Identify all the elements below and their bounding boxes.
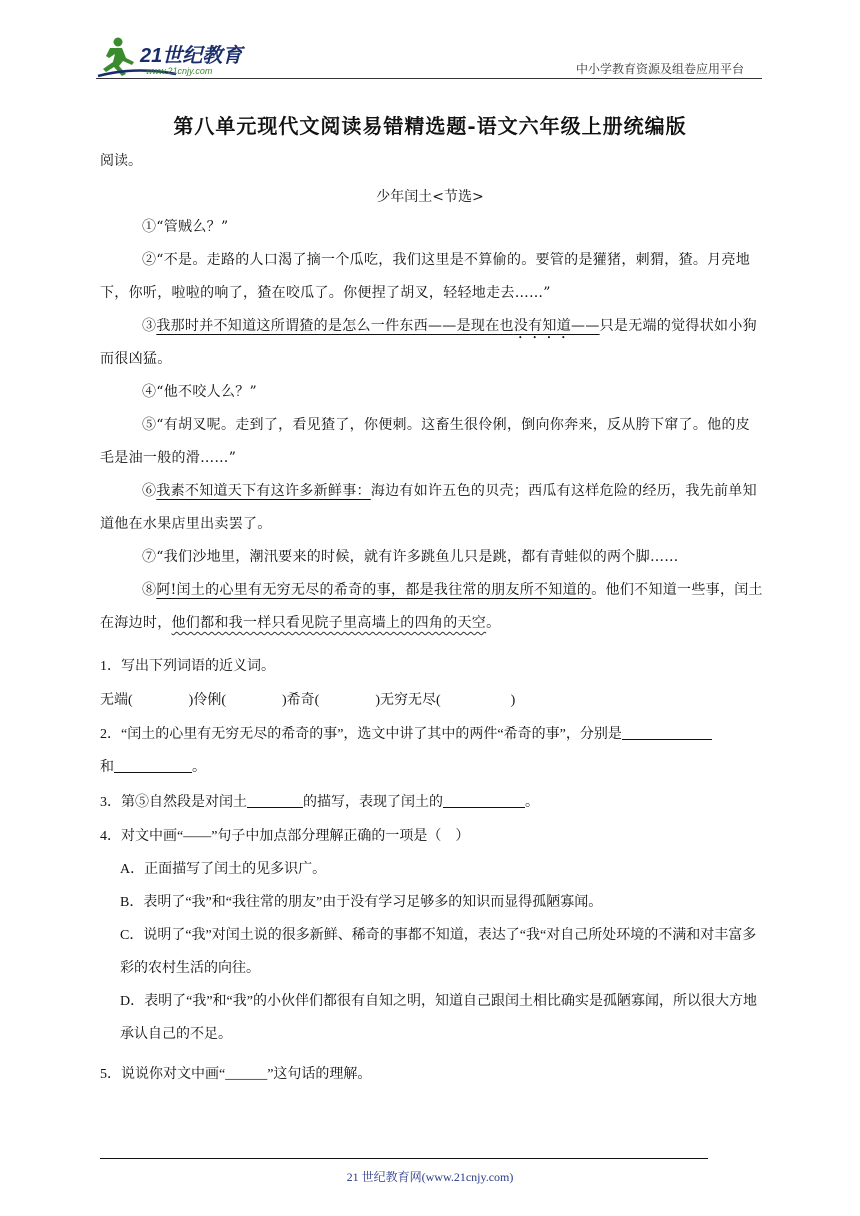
page-title: 第八单元现代文阅读易错精选题-语文六年级上册统编版 [173,114,687,138]
header-divider [96,78,762,79]
paragraph-3-num: ③ [142,318,157,334]
underlined-sentence: 我那时并不知道这所谓猹的是怎么一件东西——是现在也没有知道—— [156,318,600,334]
dotted-words: 没有知道 [513,318,572,334]
question-4: 4．对文中画“——”句子中加点部分理解正确的一项是（ ） [100,829,470,844]
answer-blank[interactable] [443,793,525,808]
paragraph-2: ②“不是。走路的人口渴了摘一个瓜吃，我们这里是不算偷的。要管的是獾猪，刺猬，猹。月亮地下，你听，啦啦的响了，猹在咬瓜了。你便捏了胡叉，轻轻地走去……” [100,252,751,301]
question-2: 2．“闰土的心里有无穷无尽的希奇的事”，选文中讲了其中的两件“希奇的事”，分别是 和 。 [100,718,764,784]
paragraph-4: ④“他不咬人么？” [142,384,258,400]
question-5: 5．说说你对文中画“______”这句话的理解。 [100,1067,372,1082]
site-logo [96,36,266,80]
paragraph-1: ①“管贼么？” [142,219,229,235]
paragraph-5: ⑤“有胡叉呢。走到了，看见猹了，你便刺。这畜生很伶俐，倒向你奔来，反从胯下窜了。他的皮毛是油一般的滑……” [100,417,751,466]
underlined-sentence-2: 阿!闰土的心里有无穷无尽的希奇的事，都是我往常的朋友所不知道的 [156,582,592,598]
answer-blank[interactable] [247,793,303,808]
underlined-phrase: 我素不知道天下有这许多新鲜事： [156,483,371,499]
logo-text: 21世纪教育 [140,45,243,67]
question-1-blanks: 无端( )伶俐( )希奇( )无穷无尽( ) [100,693,516,708]
paragraph-3: ③我那时并不知道这所谓猹的是怎么一件东西——是现在也没有知道——只是无端的觉得状如小狗而很凶猛。 [100,318,757,367]
option-a[interactable]: A．正面描写了闰土的见多识广。 [120,862,327,877]
option-c[interactable]: C．说明了“我”对闰土说的很多新鲜、稀奇的事都不知道，表达了“我“对自己所处环境的不满和对丰富多彩的农村生活的向往。 [120,928,757,976]
paragraph-6: ⑥我素不知道天下有这许多新鲜事：海边有如许五色的贝壳；西瓜有这样危险的经历，我先前单知道他在水果店里出卖罢了。 [100,483,757,532]
story-title: 少年闰土<节选> [376,189,484,205]
question-1: 1．写出下列词语的近义词。 [100,659,275,674]
answer-blank[interactable] [114,758,192,773]
logo-url: www.21cnjy.com [146,66,213,76]
question-3: 3．第⑤自然段是对闰土 的描写，表现了闰土的 。 [100,795,539,810]
paragraph-8: ⑧阿!闰土的心里有无穷无尽的希奇的事，都是我往常的朋友所不知道的。他们不知道一些事，闰土在海边时，他们都和我一样只看见院子里高墙上的四角的天空。 [100,582,763,631]
paragraph-7: ⑦“我们沙地里，潮汛要来的时候，就有许多跳鱼儿只是跳，都有青蛙似的两个脚…… [142,549,679,565]
intro-text: 阅读。 [100,153,142,169]
footer-divider [100,1158,708,1159]
platform-label: 中小学教育资源及组卷应用平台 [576,62,745,76]
option-b[interactable]: B．表明了“我”和“我往常的朋友”由于没有学习足够多的知识而显得孤陋寡闻。 [120,895,603,910]
answer-blank[interactable] [622,725,712,740]
wavy-underlined-sentence: 他们都和我一样只看见院子里高墙上的四角的天空 [171,615,487,631]
option-d[interactable]: D．表明了“我”和“我”的小伙伴们都很有自知之明，知道自己跟闰土相比确实是孤陋寡闻，所以很大方地承认自己的不足。 [120,994,757,1042]
footer-text: 21 世纪教育网(www.21cnjy.com) [346,1170,514,1184]
